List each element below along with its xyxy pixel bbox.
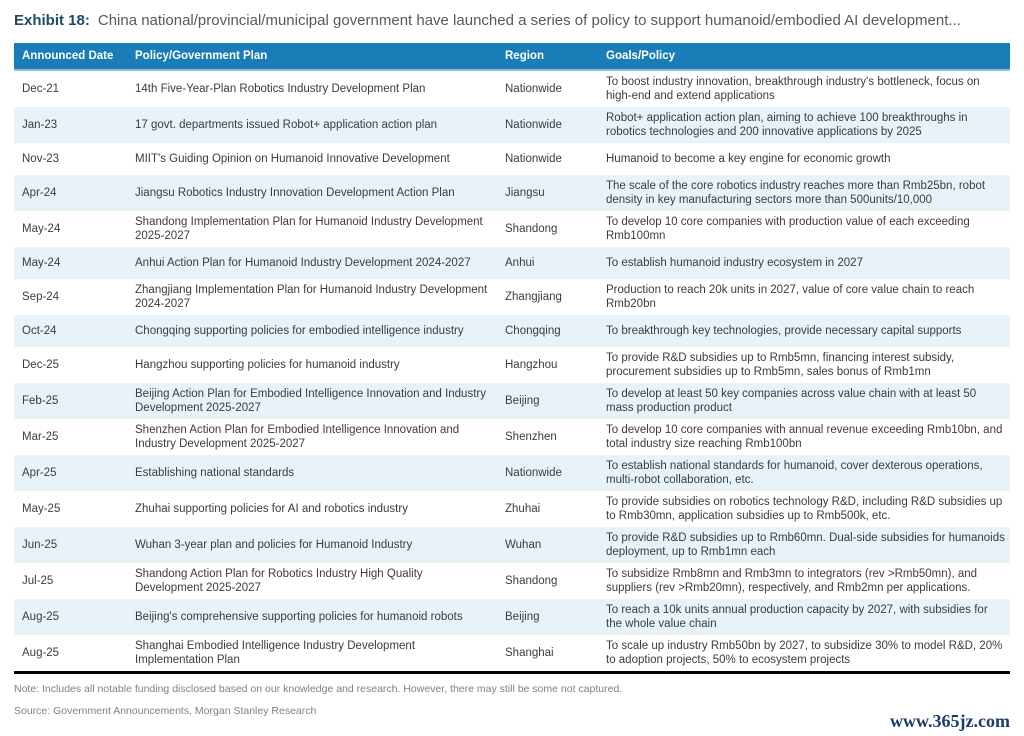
cell-policy: Chongqing supporting policies for embodied intelligence industry — [135, 325, 464, 337]
cell-goals: To boost industry innovation, breakthrough industry's bottleneck, focus on high-end and extend applications — [606, 76, 980, 102]
cell-region: Shandong — [505, 575, 558, 587]
exhibit-title — [14, 8, 1010, 34]
cell-region: Zhangjiang — [505, 291, 562, 303]
cell-region: Beijing — [505, 611, 540, 623]
cell-policy: Beijing's comprehensive supporting policies for humanoid robots — [135, 611, 463, 623]
cell-date: Nov-23 — [22, 153, 60, 165]
cell-date: Apr-25 — [22, 467, 57, 479]
cell-date: Dec-21 — [22, 83, 60, 95]
table-row — [14, 455, 1010, 491]
table-row — [14, 527, 1010, 563]
cell-goals: Humanoid to become a key engine for economic growth — [606, 153, 891, 165]
cell-region: Zhuhai — [505, 503, 541, 515]
cell-region: Nationwide — [505, 153, 562, 165]
cell-date: Aug-25 — [22, 647, 60, 659]
cell-policy: Zhuhai supporting policies for AI and robotics industry — [135, 503, 408, 515]
policy-table — [14, 43, 1010, 674]
cell-region: Jiangsu — [505, 187, 545, 199]
cell-region: Nationwide — [505, 119, 562, 131]
cell-policy: MIIT's Guiding Opinion on Humanoid Innovative Development — [135, 153, 450, 165]
cell-date: Mar-25 — [22, 431, 59, 443]
cell-policy: Anhui Action Plan for Humanoid Industry Development 2024-2027 — [135, 257, 471, 269]
cell-date: May-24 — [22, 257, 61, 269]
cell-date: May-24 — [22, 223, 61, 235]
watermark-link[interactable]: www.365jz.com — [890, 711, 1010, 731]
cell-date: Apr-24 — [22, 187, 57, 199]
cell-goals: To develop 10 core companies with production value of each exceeding Rmb100mn — [606, 216, 970, 242]
table-row — [14, 491, 1010, 527]
cell-goals: To scale up industry Rmb50bn by 2027, to subsidize 30% to model R&D, 20% to adoption projects, 50% to ecosystem projects — [606, 640, 1003, 666]
cell-region: Nationwide — [505, 467, 562, 479]
table-row — [14, 247, 1010, 279]
footer — [14, 674, 1010, 719]
table-row — [14, 383, 1010, 419]
table-row — [14, 143, 1010, 175]
cell-region: Chongqing — [505, 325, 561, 337]
cell-region: Hangzhou — [505, 359, 558, 371]
cell-goals: To develop at least 50 key companies across value chain with at least 50 mass production product — [606, 388, 977, 414]
exhibit-label: Exhibit 18: — [14, 12, 90, 29]
cell-date: Feb-25 — [22, 395, 59, 407]
table-row — [14, 70, 1010, 107]
cell-goals: The scale of the core robotics industry reaches more than Rmb25bn, robot density in key manufacturing sectors more than 500units/10,000 — [606, 180, 986, 206]
cell-policy: Hangzhou supporting policies for humanoid industry — [135, 359, 400, 371]
cell-date: Jan-23 — [22, 119, 58, 131]
column-header-announced-date: Announced Date — [14, 43, 125, 70]
cell-date: May-25 — [22, 503, 61, 515]
cell-goals: To provide R&D subsidies up to Rmb60mn. Dual-side subsidies for humanoids deployment, up to Rmb1mn each — [606, 532, 1005, 558]
column-header-policy-plan: Policy/Government Plan — [125, 43, 497, 70]
table-row — [14, 563, 1010, 599]
column-header-region: Region — [497, 43, 598, 70]
cell-region: Shanghai — [505, 647, 554, 659]
cell-goals: To establish humanoid industry ecosystem in 2027 — [606, 257, 863, 269]
exhibit-title-text: China national/provincial/municipal government have launched a series of policy to support humanoid/embodied AI development... — [97, 12, 961, 29]
cell-goals: To establish national standards for humanoid, cover dexterous operations, multi-robot collaboration, etc. — [606, 460, 983, 486]
table-row — [14, 599, 1010, 635]
cell-goals: Production to reach 20k units in 2027, value of core value chain to reach Rmb20bn — [606, 284, 975, 310]
cell-region: Wuhan — [505, 539, 542, 551]
table-row — [14, 419, 1010, 455]
cell-date: Jun-25 — [22, 539, 58, 551]
cell-date: Jul-25 — [22, 575, 54, 587]
cell-goals: To breakthrough key technologies, provide necessary capital supports — [606, 325, 962, 337]
cell-region: Beijing — [505, 395, 540, 407]
source-text: Source: Government Announcements, Morgan Stanley Research — [14, 705, 317, 717]
cell-goals: To reach a 10k units annual production capacity by 2027, with subsidies for the whole value chain — [606, 604, 988, 630]
cell-goals: Robot+ application action plan, aiming to achieve 100 breakthroughs in robotics technologies and 200 innovative applications by 2025 — [606, 112, 968, 138]
cell-date: Oct-24 — [22, 325, 57, 337]
cell-policy: Shanghai Embodied Intelligence Industry Development Implementation Plan — [135, 640, 416, 666]
table-row — [14, 315, 1010, 347]
cell-region: Nationwide — [505, 83, 562, 95]
table-header — [14, 43, 1010, 70]
cell-region: Anhui — [505, 257, 535, 269]
cell-region: Shenzhen — [505, 431, 557, 443]
cell-policy: 17 govt. departments issued Robot+ application action plan — [135, 119, 438, 131]
cell-policy: 14th Five-Year-Plan Robotics Industry Development Plan — [135, 83, 426, 95]
note-text: Note: Includes all notable funding disclosed based on our knowledge and research. However, there may still be some not captured. — [14, 683, 623, 695]
cell-goals: To provide R&D subsidies up to Rmb5mn, financing interest subsidy, procurement subsidies up to Rmb5mn, sales bonus of Rmb1mn — [606, 352, 955, 378]
cell-policy: Zhangjiang Implementation Plan for Humanoid Industry Development 2024-2027 — [135, 284, 488, 310]
cell-policy: Beijing Action Plan for Embodied Intelligence Innovation and Industry Development 2025-2027 — [135, 388, 486, 414]
table-row — [14, 347, 1010, 383]
cell-date: Sep-24 — [22, 291, 60, 303]
table-row — [14, 107, 1010, 143]
cell-policy: Jiangsu Robotics Industry Innovation Development Action Plan — [135, 187, 455, 199]
cell-goals: To develop 10 core companies with annual revenue exceeding Rmb10bn, and total industry size reaching Rmb100bn — [606, 424, 1003, 450]
table-body — [14, 70, 1010, 673]
cell-goals: To provide subsidies on robotics technology R&D, including R&D subsidies up to Rmb30mn, application subsidies up to Rmb500k, etc. — [606, 496, 1003, 522]
table-row — [14, 279, 1010, 315]
cell-goals: To subsidize Rmb8mn and Rmb3mn to integrators (rev >Rmb50mn), and suppliers (rev >Rmb20mn), respectively, and Rmb2mn per applications. — [606, 568, 978, 594]
cell-policy: Shenzhen Action Plan for Embodied Intelligence Innovation and Industry Development 2025-2027 — [135, 424, 460, 450]
table-row — [14, 175, 1010, 211]
cell-date: Dec-25 — [22, 359, 60, 371]
cell-policy: Shandong Implementation Plan for Humanoid Industry Development 2025-2027 — [135, 216, 483, 242]
cell-region: Shandong — [505, 223, 558, 235]
column-header-goals-policy: Goals/Policy — [598, 43, 1010, 70]
table-row — [14, 635, 1010, 673]
cell-policy: Wuhan 3-year plan and policies for Humanoid Industry — [135, 539, 413, 551]
cell-policy: Shandong Action Plan for Robotics Industry High Quality Development 2025-2027 — [135, 568, 423, 594]
cell-date: Aug-25 — [22, 611, 60, 623]
cell-policy: Establishing national standards — [135, 467, 295, 479]
table-row — [14, 211, 1010, 247]
